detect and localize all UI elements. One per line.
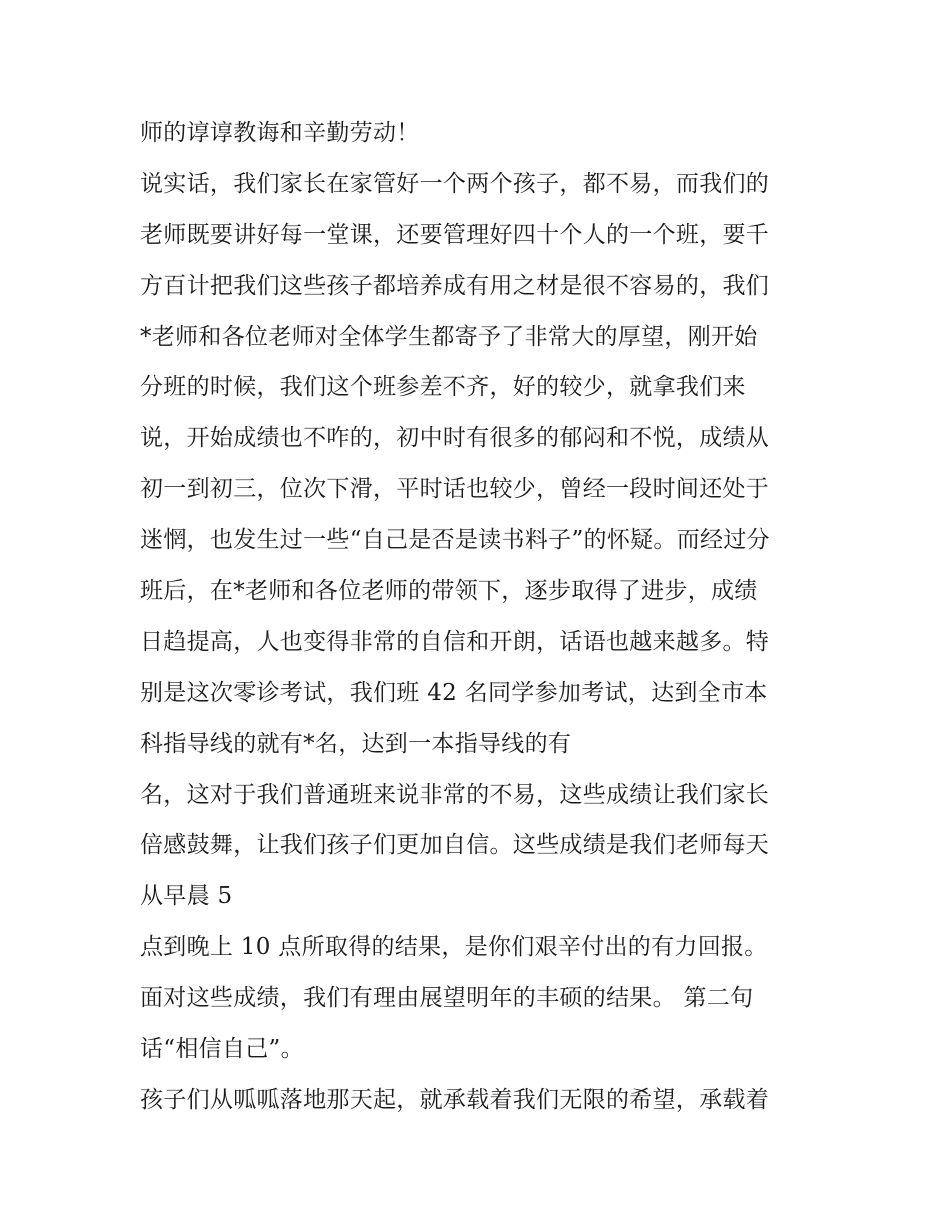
- text-line: 名，这对于我们普通班来说非常的不易，这些成绩让我们家长: [140, 781, 770, 808]
- text-line: 迷惘，也发生过一些“自己是否是读书料子”的怀疑。而经过分: [140, 527, 770, 554]
- text-line: 倍感鼓舞，让我们孩子们更加自信。这些成绩是我们老师每天: [140, 832, 770, 859]
- text-line: *老师和各位老师对全体学生都寄予了非常大的厚望，刚开始: [140, 323, 758, 350]
- text-line: 初一到初三，位次下滑，平时话也较少，曾经一段时间还处于: [140, 476, 770, 503]
- text-line: 老师既要讲好每一堂课，还要管理好四十个人的一个班，要千: [140, 221, 770, 248]
- text-line: 从早晨 5: [140, 883, 233, 910]
- text-line: 日趋提高，人也变得非常的自信和开朗，话语也越来越多。特: [140, 628, 770, 655]
- text-line: 别是这次零诊考试，我们班 42 名同学参加考试，达到全市本: [140, 679, 768, 706]
- text-line: 分班的时候，我们这个班参差不齐，好的较少，就拿我们来: [140, 374, 746, 401]
- text-line: 科指导线的就有*名，达到一本指导线的有: [140, 730, 572, 757]
- text-line: 班后，在*老师和各位老师的带领下，逐步取得了进步，成绩: [140, 578, 758, 605]
- text-line: 说，开始成绩也不咋的，初中时有很多的郁闷和不悦，成绩从: [140, 425, 770, 452]
- text-line: 面对这些成绩，我们有理由展望明年的丰硕的结果。 第二句: [140, 985, 754, 1012]
- text-line: 师的谆谆教诲和辛勤劳动！: [140, 120, 420, 146]
- text-line: 方百计把我们这些孩子都培养成有用之材是很不容易的，我们: [140, 272, 770, 299]
- text-line: 孩子们从呱呱落地那天起，就承载着我们无限的希望，承载着: [140, 1086, 770, 1113]
- text-line: 说实话，我们家长在家管好一个两个孩子，都不易，而我们的: [140, 170, 770, 197]
- body-text: [140, 108, 820, 1126]
- text-line: 话“相信自己”。: [140, 1036, 304, 1063]
- text-line: 点到晚上 10 点所取得的结果，是你们艰辛付出的有力回报。: [140, 934, 768, 961]
